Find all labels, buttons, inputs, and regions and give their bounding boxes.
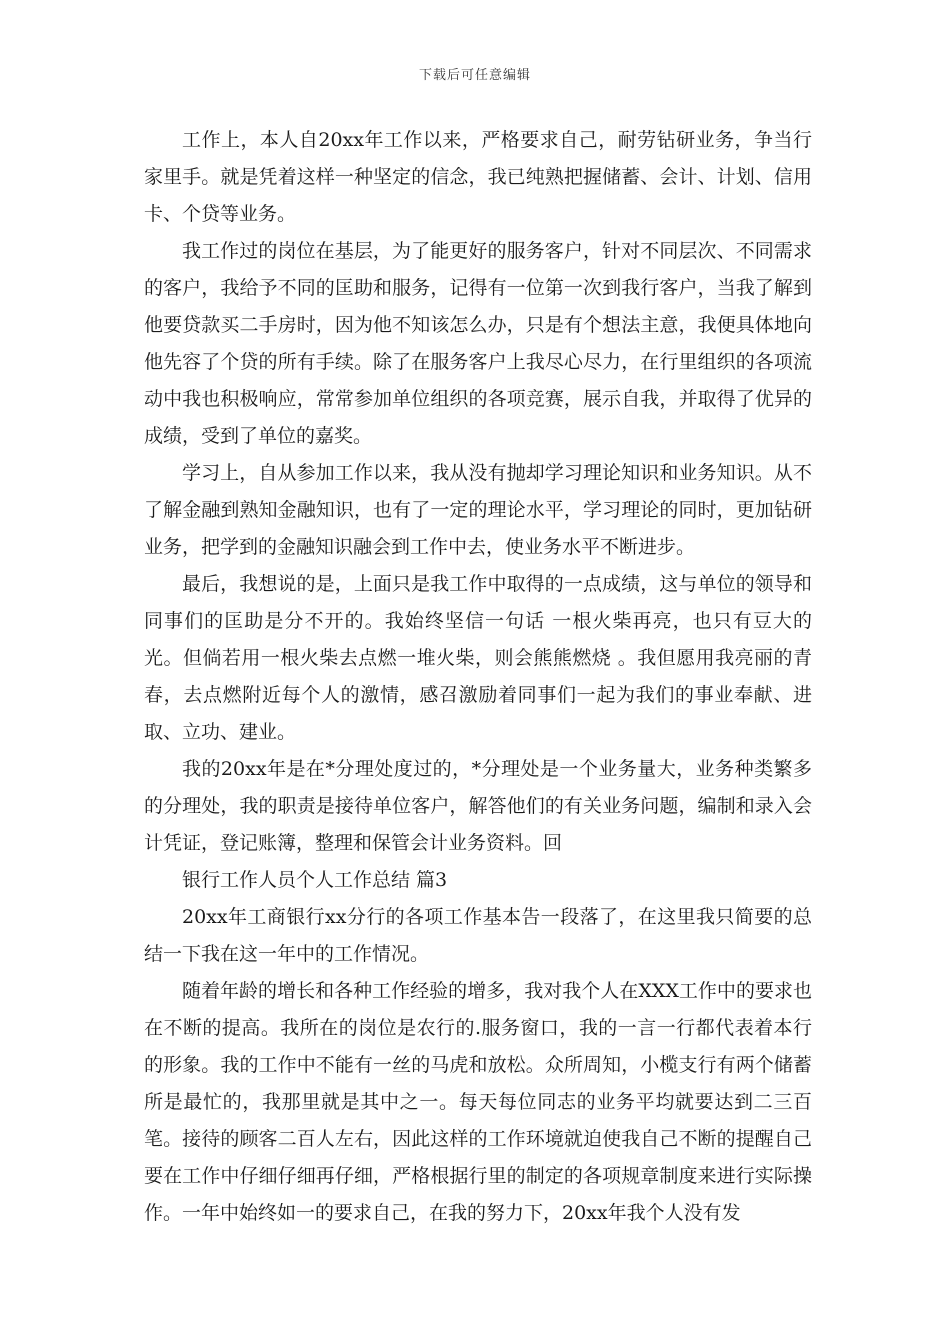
paragraph-service: 我工作过的岗位在基层，为了能更好的服务客户，针对不同层次、不同需求的客户，我给予不同的匡助和服务，记得有一位第一次到我行客户，当我了解到他要贷款买二手房时，因为他不知该怎么办，只是有个想法主意，我便具体地向他先容了个贷的所有手续。除了在服务客户上我尽心尽力，在行里组织的各项流动中我也积极响应，常常参加单位组织的各项竞赛，展示自我，并取得了优异的成绩，受到了单位的嘉奖。 <box>144 240 812 447</box>
header-note: 下载后可任意编辑 <box>418 68 531 83</box>
paragraph-work: 工作上，本人自20xx年工作以来，严格要求自己，耐劳钻研业务，争当行家里手。就是凭着这样一种坚定的信念，我已纯熟把握储蓄、会计、计划、信用卡、个贷等业务。 <box>144 129 812 225</box>
paragraph-requirements: 随着年龄的增长和各种工作经验的增多，我对我个人在XXX工作中的要求也在不断的提高。我所在的岗位是农行的.服务窗口，我的一言一行都代表着本行的形象。我的工作中不能有一丝的马虎和放松。众所周知，小榄支行有两个储蓄所是最忙的，我那里就是其中之一。每天每位同志的业务平均就要达到二三百笔。接待的顾客二百人左右，因此这样的工作环境就迫使我自己不断的提醒自己要在工作中仔细仔细再仔细，严格根据行里的制定的各项规章制度来进行实际操作。一年中始终如一的要求自己，在我的努力下，20xx年我个人没有发 <box>144 980 812 1224</box>
paragraph-branch-duties: 我的20xx年是在*分理处度过的，*分理处是一个业务量大，业务种类繁多的分理处，我的职责是接待单位客户，解答他们的有关业务问题，编制和录入会计凭证，登记账簿，整理和保管会计业务资料。回 <box>144 758 812 854</box>
paragraph-conclusion: 最后，我想说的是，上面只是我工作中取得的一点成绩，这与单位的领导和同事们的匡助是分不开的。我始终坚信一句话 一根火柴再亮，也只有豆大的光。但倘若用一根火柴去点燃一堆火柴，则会熊熊燃烧 。我但愿用我亮丽的青春，去点燃附近每个人的激情，感召激励着同事们一起为我们的事业奉献、进取、立功、建业。 <box>144 573 812 743</box>
section-heading: 银行工作人员个人工作总结 篇3 <box>182 869 448 891</box>
document-body <box>144 122 812 1232</box>
paragraph-study: 学习上，自从参加工作以来，我从没有抛却学习理论知识和业务知识。从不了解金融到熟知金融知识，也有了一定的理论水平，学习理论的同时，更加钻研业务，把学到的金融知识融会到工作中去，使业务水平不断进步。 <box>144 462 812 558</box>
paragraph-year-summary: 20xx年工商银行xx分行的各项工作基本告一段落了，在这里我只简要的总结一下我在这一年中的工作情况。 <box>144 906 812 965</box>
